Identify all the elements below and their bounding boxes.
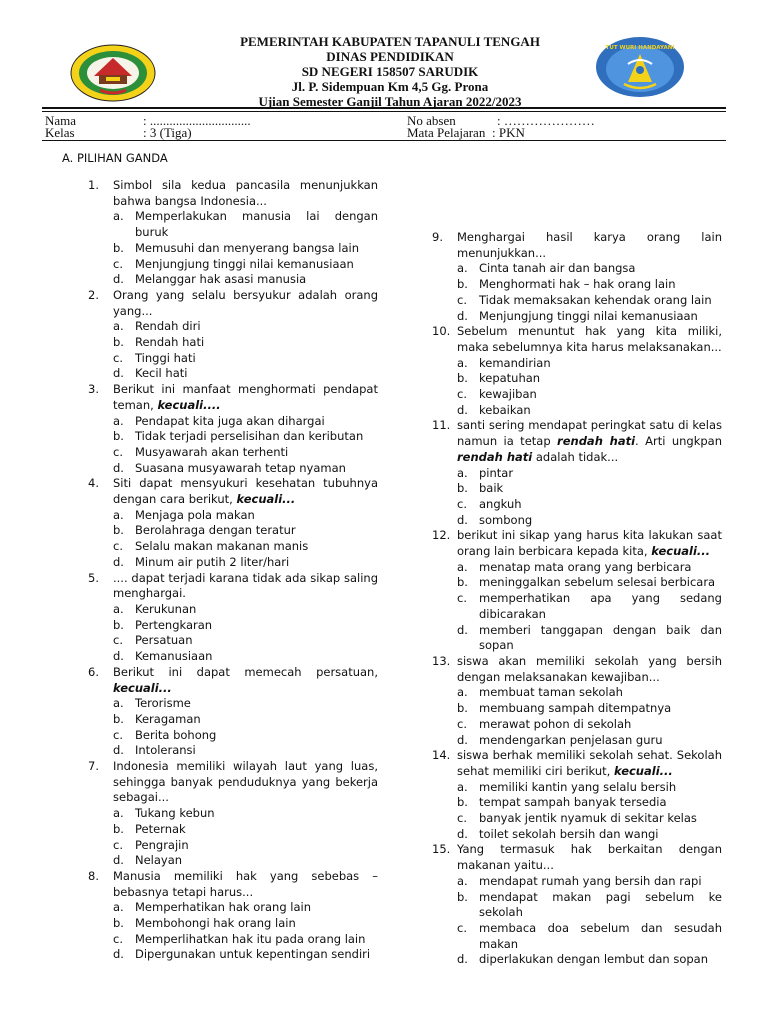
answer-option bbox=[457, 717, 722, 733]
answer-option bbox=[457, 733, 722, 749]
answer-option bbox=[457, 811, 722, 827]
option-letter: d. bbox=[113, 853, 124, 868]
school-letterhead bbox=[180, 34, 600, 109]
option-text: Nelayan bbox=[135, 853, 183, 868]
question-9 bbox=[432, 230, 722, 261]
question-text: siswa berhak memiliki sekolah sehat. Sekolah sehat memiliki ciri berikut, kecuali... bbox=[457, 748, 722, 778]
option-letter: d. bbox=[113, 460, 124, 475]
option-text: memberi tanggapan dengan baik dan sopan bbox=[479, 622, 722, 653]
option-letter: a. bbox=[457, 465, 468, 480]
option-text: tempat sampah banyak tersedia bbox=[479, 795, 667, 810]
answer-option bbox=[113, 335, 378, 351]
option-letter: b. bbox=[113, 821, 124, 836]
answer-option bbox=[113, 712, 378, 728]
option-letter: b. bbox=[457, 481, 468, 496]
option-text: kepatuhan bbox=[479, 371, 541, 386]
answer-option bbox=[113, 257, 378, 273]
option-letter: a. bbox=[457, 873, 468, 888]
option-letter: c. bbox=[457, 496, 467, 511]
option-letter: d. bbox=[457, 402, 468, 417]
questions-right-column bbox=[432, 230, 722, 968]
answer-option bbox=[457, 827, 722, 843]
option-letter: a. bbox=[113, 601, 124, 616]
option-text: Menjungjung tinggi nilai kemanusiaan bbox=[479, 308, 698, 323]
question-5 bbox=[88, 571, 378, 602]
answer-option bbox=[457, 701, 722, 717]
option-letter: c. bbox=[113, 350, 123, 365]
option-letter: a. bbox=[113, 696, 124, 711]
option-text: Menjaga pola makan bbox=[135, 507, 255, 522]
question-number: 15. bbox=[432, 842, 451, 857]
answer-option bbox=[113, 838, 378, 854]
question-2 bbox=[88, 288, 378, 319]
subject-value: : PKN bbox=[492, 125, 525, 140]
option-letter: b. bbox=[113, 429, 124, 444]
answer-option bbox=[113, 649, 378, 665]
answer-option bbox=[113, 523, 378, 539]
option-letter: d. bbox=[457, 732, 468, 747]
option-letter: c. bbox=[113, 444, 123, 459]
option-letter: b. bbox=[113, 240, 124, 255]
option-letter: d. bbox=[113, 366, 124, 381]
option-letter: b. bbox=[113, 523, 124, 538]
class-label: Kelas bbox=[45, 125, 75, 140]
question-text: Sebelum menuntut hak yang kita miliki, maka sebelumnya kita harus melaksanakan... bbox=[457, 324, 722, 354]
question-text: .... dapat terjadi karana tidak ada sikap saling menghargai. bbox=[113, 570, 378, 601]
option-letter: d. bbox=[113, 272, 124, 287]
option-text: Pengrajin bbox=[135, 837, 189, 852]
option-letter: a. bbox=[113, 900, 124, 915]
question-8 bbox=[88, 869, 378, 900]
answer-option bbox=[113, 916, 378, 932]
option-text: Membohongi hak orang lain bbox=[135, 916, 296, 931]
option-letter: c. bbox=[457, 292, 467, 307]
option-letter: d. bbox=[113, 554, 124, 569]
question-11 bbox=[432, 418, 722, 465]
tut-wuri-handayani-logo bbox=[594, 36, 686, 98]
answer-option bbox=[457, 685, 722, 701]
logo-motto-text: TUT WURI HANDAYANI bbox=[605, 45, 675, 51]
name-value: : ............................... bbox=[143, 113, 251, 128]
option-text: diperlakukan dengan lembut dan sopan bbox=[479, 952, 709, 967]
option-letter: d. bbox=[457, 952, 468, 967]
answer-option bbox=[457, 371, 722, 387]
question-14 bbox=[432, 748, 722, 779]
option-letter: b. bbox=[457, 701, 468, 716]
answer-option bbox=[457, 261, 722, 277]
answer-option bbox=[113, 319, 378, 335]
absen-label: No absen bbox=[407, 113, 456, 128]
option-text: Tidak terjadi perselisihan dan keributan bbox=[135, 429, 364, 444]
option-text: kemandirian bbox=[479, 355, 551, 370]
question-number: 10. bbox=[432, 324, 451, 339]
question-number: 9. bbox=[432, 230, 443, 244]
question-7 bbox=[88, 759, 378, 806]
answer-option bbox=[457, 780, 722, 796]
option-text: sombong bbox=[479, 512, 533, 527]
option-letter: b. bbox=[457, 277, 468, 292]
option-letter: a. bbox=[457, 559, 468, 574]
option-letter: d. bbox=[457, 622, 468, 637]
answer-option bbox=[457, 795, 722, 811]
option-text: Berolahraga dengan teratur bbox=[135, 523, 296, 538]
question-number: 13. bbox=[432, 653, 451, 668]
name-label: Nama bbox=[45, 113, 77, 128]
header-divider-thin bbox=[42, 111, 726, 112]
option-text: Pendapat kita juga akan dihargai bbox=[135, 413, 325, 428]
answer-option bbox=[457, 293, 722, 309]
subject-label: Mata Pelajaran bbox=[407, 125, 486, 140]
question-4 bbox=[88, 476, 378, 507]
question-3 bbox=[88, 382, 378, 413]
option-letter: d. bbox=[113, 743, 124, 758]
answer-option bbox=[113, 947, 378, 963]
option-text: Rendah hati bbox=[135, 335, 205, 350]
option-text: membuang sampah ditempatnya bbox=[479, 701, 672, 716]
letterhead-line-school: SD NEGERI 158507 SARUDIK bbox=[301, 64, 479, 79]
option-letter: d. bbox=[457, 826, 468, 841]
question-6 bbox=[88, 665, 378, 696]
question-text: Orang yang selalu bersyukur adalah orang yang... bbox=[113, 287, 378, 318]
answer-option bbox=[113, 633, 378, 649]
question-1 bbox=[88, 178, 378, 209]
answer-option bbox=[457, 466, 722, 482]
answer-option bbox=[457, 513, 722, 529]
option-text: Peternak bbox=[135, 821, 186, 836]
answer-option bbox=[457, 591, 722, 622]
answer-option bbox=[113, 445, 378, 461]
option-letter: a. bbox=[457, 685, 468, 700]
question-text: santi sering mendapat peringkat satu di kelas namun ia tetap rendah hati. Arti ungkpan rendah hati adalah tidak... bbox=[457, 418, 723, 464]
option-letter: b. bbox=[457, 795, 468, 810]
question-text: siswa akan memiliki sekolah yang bersih dengan melaksanakan kewajiban... bbox=[457, 653, 722, 684]
option-letter: c. bbox=[113, 727, 123, 742]
option-text: meninggalkan sebelum selesai berbicara bbox=[479, 575, 716, 590]
question-text: Simbol sila kedua pancasila menunjukkan bahwa bangsa Indonesia... bbox=[113, 178, 378, 208]
option-letter: a. bbox=[457, 355, 468, 370]
option-text: Selalu makan makanan manis bbox=[135, 539, 309, 554]
option-text: memiliki kantin yang selalu bersih bbox=[479, 779, 677, 794]
option-text: Rendah diri bbox=[135, 319, 201, 334]
answer-option bbox=[113, 853, 378, 869]
option-letter: c. bbox=[113, 539, 123, 554]
question-number: 5. bbox=[88, 570, 99, 585]
option-text: angkuh bbox=[479, 496, 522, 511]
answer-option bbox=[113, 414, 378, 430]
option-text: toilet sekolah bersih dan wangi bbox=[479, 826, 659, 841]
option-text: Terorisme bbox=[135, 696, 191, 711]
absen-value: : ………………… bbox=[497, 113, 595, 128]
option-text: Musyawarah akan terhenti bbox=[135, 444, 289, 459]
question-text: berikut ini sikap yang harus kita lakukan saat orang lain berbicara kepada kita, kecuali... bbox=[457, 528, 722, 559]
answer-option bbox=[113, 272, 378, 288]
option-text: mendengarkan penjelasan guru bbox=[479, 732, 663, 747]
option-text: Cinta tanah air dan bangsa bbox=[479, 261, 636, 276]
option-text: Menjungjung tinggi nilai kemanusiaan bbox=[135, 256, 354, 271]
option-text: membaca doa sebelum dan sesudah makan bbox=[479, 920, 722, 951]
option-text: Kecil hati bbox=[135, 366, 188, 381]
answer-option bbox=[457, 560, 722, 576]
option-letter: a. bbox=[113, 806, 124, 821]
question-number: 14. bbox=[432, 748, 451, 763]
option-letter: b. bbox=[113, 711, 124, 726]
option-letter: b. bbox=[457, 889, 468, 904]
option-text: Menghormati hak – hak orang lain bbox=[479, 277, 676, 292]
option-text: pintar bbox=[479, 465, 514, 480]
answer-option bbox=[113, 366, 378, 382]
question-text: Berikut ini manfaat menghormati pendapat teman, kecuali.... bbox=[113, 382, 378, 412]
question-number: 4. bbox=[88, 476, 99, 491]
answer-option bbox=[113, 351, 378, 367]
option-letter: b. bbox=[457, 575, 468, 590]
question-10 bbox=[432, 324, 722, 355]
option-text: memperhatikan apa yang sedang dibicarakan bbox=[479, 591, 722, 621]
answer-option bbox=[457, 309, 722, 325]
answer-option bbox=[457, 481, 722, 497]
document-header bbox=[0, 0, 768, 110]
class-row bbox=[45, 125, 192, 140]
answer-option bbox=[113, 728, 378, 744]
option-text: membuat taman sekolah bbox=[479, 685, 623, 700]
answer-option bbox=[113, 461, 378, 477]
question-number: 11. bbox=[432, 418, 451, 433]
class-value: : 3 (Tiga) bbox=[143, 125, 192, 140]
option-letter: c. bbox=[113, 256, 123, 271]
option-letter: a. bbox=[457, 779, 468, 794]
answer-option bbox=[113, 539, 378, 555]
answer-option bbox=[113, 932, 378, 948]
answer-option bbox=[113, 618, 378, 634]
option-text: Memperlakukan manusia lai dengan buruk bbox=[135, 209, 378, 240]
answer-option bbox=[113, 822, 378, 838]
option-letter: d. bbox=[113, 649, 124, 664]
option-text: Memperhatikan hak orang lain bbox=[135, 900, 312, 915]
option-letter: d. bbox=[113, 947, 124, 962]
letterhead-line-department: DINAS PENDIDIKAN bbox=[326, 49, 454, 64]
answer-option bbox=[457, 356, 722, 372]
option-text: merawat pohon di sekolah bbox=[479, 716, 632, 731]
question-text: Manusia memiliki hak yang sebebas – bebasnya tetapi harus... bbox=[113, 868, 378, 899]
answer-option bbox=[113, 743, 378, 759]
question-number: 8. bbox=[88, 868, 99, 883]
answer-option bbox=[457, 497, 722, 513]
option-text: Berita bohong bbox=[135, 727, 217, 742]
regency-emblem-logo bbox=[70, 44, 156, 102]
option-letter: a. bbox=[113, 507, 124, 522]
option-text: banyak jentik nyamuk di sekitar kelas bbox=[479, 811, 697, 826]
option-text: Intoleransi bbox=[135, 743, 196, 758]
question-12 bbox=[432, 528, 722, 559]
question-number: 6. bbox=[88, 664, 99, 679]
option-text: Tukang kebun bbox=[135, 806, 215, 821]
option-letter: c. bbox=[457, 920, 467, 935]
question-number: 7. bbox=[88, 759, 99, 774]
option-letter: a. bbox=[113, 413, 124, 428]
option-text: Memusuhi dan menyerang bangsa lain bbox=[135, 240, 360, 255]
option-letter: c. bbox=[113, 633, 123, 648]
option-text: Tinggi hati bbox=[135, 350, 196, 365]
answer-option bbox=[113, 806, 378, 822]
option-text: Pertengkaran bbox=[135, 617, 213, 632]
option-letter: c. bbox=[113, 931, 123, 946]
option-letter: a. bbox=[113, 319, 124, 334]
option-text: Suasana musyawarah tetap nyaman bbox=[135, 460, 346, 475]
question-15 bbox=[432, 842, 722, 873]
answer-option bbox=[113, 602, 378, 618]
option-letter: a. bbox=[457, 261, 468, 276]
option-letter: b. bbox=[113, 916, 124, 931]
answer-option bbox=[113, 209, 378, 240]
questions-left-column bbox=[88, 178, 378, 963]
letterhead-line-exam: Ujian Semester Ganjil Tahun Ajaran 2022/2023 bbox=[258, 94, 522, 109]
question-number: 2. bbox=[88, 287, 99, 302]
question-text: Berikut ini dapat memecah persatuan, kecuali... bbox=[113, 664, 378, 695]
option-text: mendapat rumah yang bersih dan rapi bbox=[479, 873, 702, 888]
option-text: mendapat makan pagi sebelum ke sekolah bbox=[479, 889, 722, 920]
option-letter: c. bbox=[457, 716, 467, 731]
option-letter: d. bbox=[457, 308, 468, 323]
option-text: menatap mata orang yang berbicara bbox=[479, 559, 692, 574]
question-number: 1. bbox=[88, 178, 99, 192]
question-text: Indonesia memiliki wilayah laut yang luas, sehingga banyak penduduknya yang bekerja sebagai... bbox=[113, 759, 378, 805]
letterhead-line-address: Jl. P. Sidempuan Km 4,5 Gg. Prona bbox=[291, 79, 489, 94]
option-text: Tidak memaksakan kehendak orang lain bbox=[479, 292, 712, 307]
question-text: Siti dapat mensyukuri kesehatan tubuhnya dengan cara berikut, kecuali... bbox=[113, 476, 378, 507]
answer-option bbox=[457, 874, 722, 890]
option-text: Memperlihatkan hak itu pada orang lain bbox=[135, 931, 366, 946]
option-text: Keragaman bbox=[135, 711, 201, 726]
header-divider-thick bbox=[42, 107, 726, 109]
option-text: Melanggar hak asasi manusia bbox=[135, 272, 307, 287]
question-text: Yang termasuk hak berkaitan dengan makanan yaitu... bbox=[457, 842, 722, 873]
option-letter: b. bbox=[457, 371, 468, 386]
answer-option bbox=[113, 555, 378, 571]
answer-option bbox=[457, 890, 722, 921]
option-text: Minum air putih 2 liter/hari bbox=[135, 554, 290, 569]
question-13 bbox=[432, 654, 722, 685]
answer-option bbox=[457, 387, 722, 403]
option-text: Kerukunan bbox=[135, 601, 197, 616]
answer-option bbox=[113, 900, 378, 916]
option-text: Kemanusiaan bbox=[135, 649, 213, 664]
option-letter: b. bbox=[113, 335, 124, 350]
option-text: Persatuan bbox=[135, 633, 193, 648]
option-text: baik bbox=[479, 481, 504, 496]
answer-option bbox=[113, 241, 378, 257]
option-letter: a. bbox=[113, 209, 124, 224]
option-letter: c. bbox=[457, 811, 467, 826]
letterhead-line-government: PEMERINTAH KABUPATEN TAPANULI TENGAH bbox=[240, 34, 540, 49]
answer-option bbox=[457, 623, 722, 654]
option-text: Dipergunakan untuk kepentingan sendiri bbox=[135, 947, 371, 962]
answer-option bbox=[113, 429, 378, 445]
answer-option bbox=[457, 277, 722, 293]
subject-row bbox=[407, 125, 525, 140]
question-text: Menghargai hasil karya orang lain menunjukkan... bbox=[457, 230, 722, 260]
info-divider bbox=[42, 140, 726, 141]
option-text: kewajiban bbox=[479, 387, 537, 402]
answer-option bbox=[113, 508, 378, 524]
answer-option bbox=[457, 403, 722, 419]
option-text: kebaikan bbox=[479, 402, 531, 417]
option-letter: c. bbox=[457, 387, 467, 402]
answer-option bbox=[113, 696, 378, 712]
answer-option bbox=[457, 952, 722, 968]
question-number: 3. bbox=[88, 382, 99, 397]
option-letter: d. bbox=[457, 512, 468, 527]
question-number: 12. bbox=[432, 528, 451, 543]
option-letter: c. bbox=[113, 837, 123, 852]
section-title: A. PILIHAN GANDA bbox=[62, 151, 168, 165]
option-letter: b. bbox=[113, 617, 124, 632]
answer-option bbox=[457, 575, 722, 591]
option-letter: c. bbox=[457, 591, 467, 606]
answer-option bbox=[457, 921, 722, 952]
